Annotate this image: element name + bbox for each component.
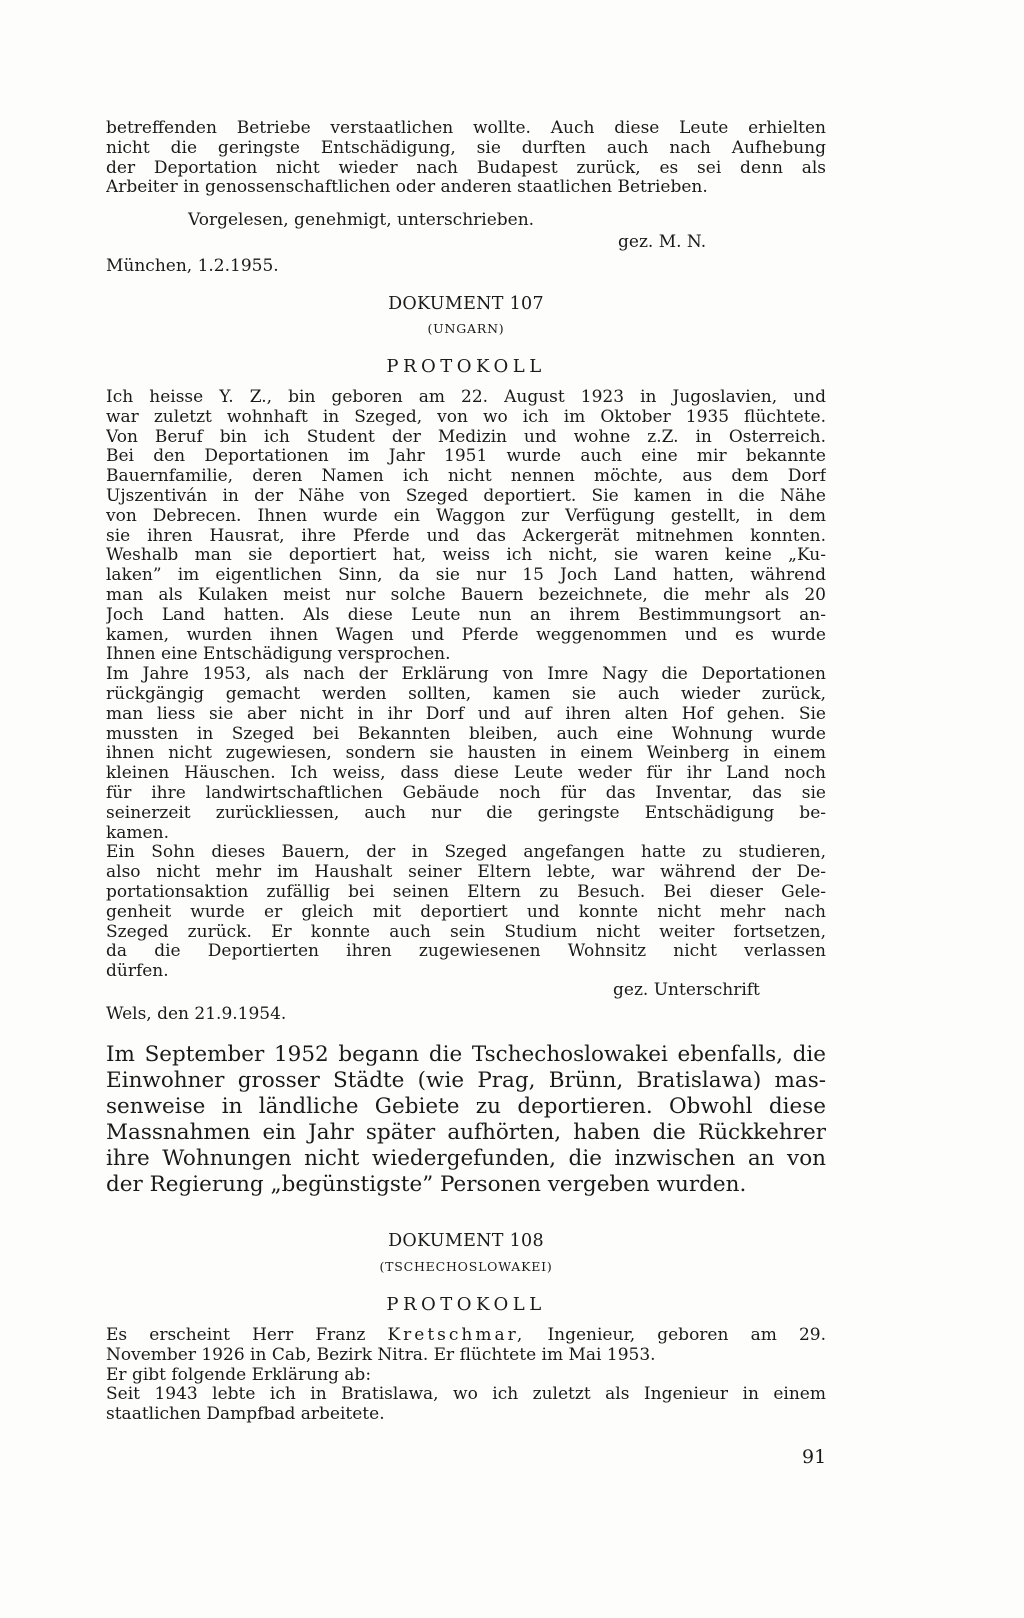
text-line: Von Beruf bin ich Student der Medizin und wohne z.Z. in Österreich. [106, 427, 826, 447]
text-line: der Deportation nicht wieder nach Budapest zurück, es sei denn als [106, 158, 826, 178]
text-line: für ihre landwirtschaftlichen Gebäude noch für das Inventar, das sie [106, 783, 826, 803]
text-line-with-name [106, 1326, 826, 1346]
text-line: laken” im eigentlichen Sinn, da sie nur 15 Joch Land hatten, während [106, 566, 826, 586]
text-line: staatlichen Dampfbad arbeitete. [106, 1405, 385, 1425]
text-line: genheit wurde er gleich mit deportiert und konnte nicht mehr nach [106, 902, 826, 922]
text-line: rückgängig gemacht werden sollten, kamen sie auch wieder zurück, [106, 684, 826, 704]
text-line: der Regierung „begünstigste” Personen vergeben wurden. [106, 1172, 747, 1197]
text-line: Im September 1952 begann die Tschechoslowakei ebenfalls, die [106, 1042, 826, 1067]
text-line: Szeged zurück. Er konnte auch sein Studium nicht weiter fortsetzen, [106, 922, 826, 942]
text-line: Einwohner grosser Städte (wie Prag, Brünn, Bratislawa) mas- [106, 1068, 826, 1093]
text-line: Massnahmen ein Jahr später aufhörten, haben die Rückkehrer [106, 1120, 826, 1145]
text-line: Ihnen eine Entschädigung versprochen. [106, 645, 451, 665]
text-line: betreffenden Betriebe verstaatlichen wollte. Auch diese Leute erhielten [106, 119, 826, 138]
text-line: seinerzeit zurückliessen, auch nur die geringste Entschädigung be- [106, 803, 826, 823]
document-108-body [106, 1326, 826, 1425]
place-date-wels: Wels, den 21.9.1954. [106, 1004, 287, 1024]
signature-mn: gez. M. N. [618, 232, 707, 252]
text-line: also nicht mehr im Haushalt seiner Eltern lebte, war während der De- [106, 863, 826, 883]
text-line: sie ihren Hausrat, ihre Pferde und das Ackergerät mitnehmen konnten. [106, 526, 826, 546]
document-107-country: (UNGARN) [427, 321, 505, 336]
document-107-title: DOKUMENT 107 [388, 294, 544, 314]
document-108-protokoll-heading: PROTOKOLL [386, 1294, 546, 1315]
text-line: Ujszentiván in der Nähe von Szeged deportiert. Sie kamen in die Nähe [106, 486, 826, 506]
text-line: nicht die geringste Entschädigung, sie durften auch nach Aufhebung [106, 138, 826, 158]
commentary-paragraph [106, 1042, 826, 1198]
document-107-body [106, 388, 826, 982]
text-line: Seit 1943 lebte ich in Bratislawa, wo ich zuletzt als Ingenieur in einem [106, 1385, 826, 1405]
text-line: da die Deportierten ihren zugewiesenen Wohnsitz nicht verlassen [106, 942, 826, 962]
document-108-title: DOKUMENT 108 [388, 1231, 544, 1251]
line-suffix: Ingenieur, geboren am 29. [547, 1326, 826, 1345]
text-line: Bauernfamilie, deren Namen ich nicht nennen möchte, aus dem Dorf [106, 467, 826, 487]
text-line: war zuletzt wohnhaft in Szeged, von wo ich im Oktober 1935 flüchtete. [106, 407, 826, 427]
person-name: Kretschmar, [387, 1326, 526, 1345]
text-line: Im Jahre 1953, als nach der Erklärung von Imre Nagy die Deportationen [106, 665, 826, 685]
text-line: November 1926 in Cab, Bezirk Nitra. Er flüchtete im Mai 1953. [106, 1345, 656, 1365]
attestation-line: Vorgelesen, genehmigt, unterschrieben. [188, 210, 535, 230]
signature-unterschrift: gez. Unterschrift [613, 980, 760, 1000]
text-line: Er gibt folgende Erklärung ab: [106, 1365, 372, 1385]
text-line: Ich heisse Y. Z., bin geboren am 22. August 1923 in Jugoslavien, und [106, 388, 826, 407]
text-line: kamen, wurden ihnen Wagen und Pferde weggenommen und es wurde [106, 625, 826, 645]
document-107-protokoll-heading: PROTOKOLL [386, 356, 546, 377]
text-line: Weshalb man sie deportiert hat, weiss ich nicht, sie waren keine „Ku- [106, 546, 826, 566]
text-line: ihnen nicht zugewiesen, sondern sie hausten in einem Weinberg in einem [106, 744, 826, 764]
page-number: 91 [802, 1446, 827, 1468]
text-line: senweise in ländliche Gebiete zu deportieren. Obwohl diese [106, 1094, 826, 1119]
text-line: portationsaktion zufällig bei seinen Eltern zu Besuch. Bei dieser Gele- [106, 882, 826, 902]
previous-document-text [106, 119, 826, 198]
text-line: Joch Land hatten. Als diese Leute nun an ihrem Bestimmungsort an- [106, 605, 826, 625]
text-line: mussten in Szeged bei Bekannten bleiben, auch eine Wohnung wurde [106, 724, 826, 744]
text-line: man als Kulaken meist nur solche Bauern bezeichnete, die mehr als 20 [106, 585, 826, 605]
text-line: Ein Sohn dieses Bauern, der in Szeged angefangen hatte zu studieren, [106, 843, 826, 863]
text-line: ihre Wohnungen nicht wiedergefunden, die inzwischen an von [106, 1146, 826, 1171]
text-line: kleinen Häuschen. Ich weiss, dass diese Leute weder für ihr Land noch [106, 764, 826, 784]
text-line: dürfen. [106, 962, 169, 982]
text-line: kamen. [106, 823, 169, 843]
text-line: man liess sie aber nicht in ihr Dorf und auf ihren alten Hof gehen. Sie [106, 704, 826, 724]
text-line: Arbeiter in genossenschaftlichen oder anderen staatlichen Betrieben. [106, 178, 708, 198]
text-line: Bei den Deportationen im Jahr 1951 wurde auch eine mir bekannte [106, 447, 826, 467]
line-prefix: Es erscheint Herr Franz [106, 1326, 366, 1345]
text-line: von Debrecen. Ihnen wurde ein Waggon zur Verfügung gestellt, in dem [106, 506, 826, 526]
document-108-country: (TSCHECHOSLOWAKEI) [379, 1259, 553, 1274]
place-date-munich: München, 1.2.1955. [106, 256, 279, 276]
